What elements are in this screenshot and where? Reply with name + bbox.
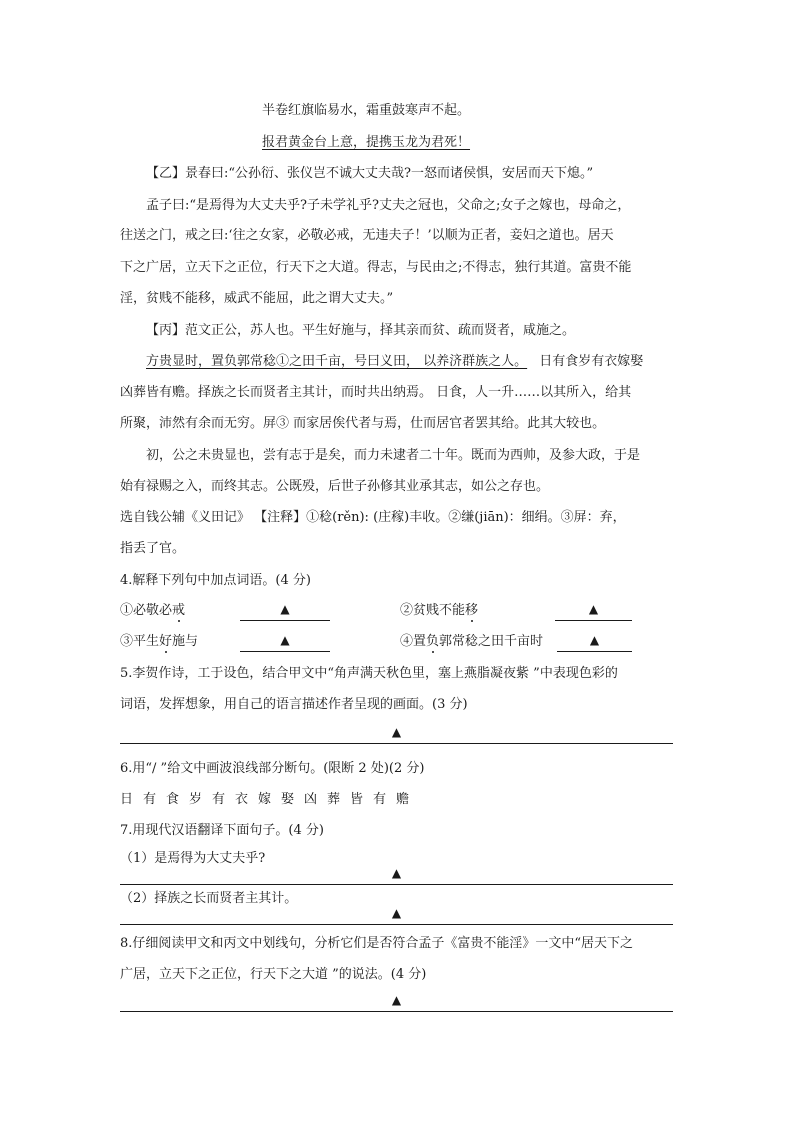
q7-answer-line-1[interactable] <box>120 868 673 885</box>
q4-item-1-dotted-word: 戒 <box>172 603 186 618</box>
poem-line-1: 半卷红旗临易水，霜重鼓寒声不起。 <box>262 103 471 118</box>
q5-answer-marker: ▲ <box>391 725 402 739</box>
q4-blank-3[interactable]: ▲ <box>240 631 330 652</box>
q4-blank-1[interactable]: ▲ <box>240 600 330 621</box>
q6-sentence-to-punctuate[interactable]: 日有食岁有衣嫁娶凶葬皆有赡 <box>120 792 420 807</box>
q5-stem-line-1: 5.李贺作诗，工于设色，结合甲文中“角声满天秋色里，塞上燕脂凝夜紫 ”中表现色彩的 <box>120 666 618 681</box>
bing-paragraph-2-line-3: 所聚，沛然有余而无穷。屏③ 而家居俟代者与焉，仕而居官者罢其给。此其大较也。 <box>120 416 606 431</box>
q7-answer-marker-2: ▲ <box>391 906 402 920</box>
q4-item-4-dotted-word: 负 <box>426 634 440 649</box>
q4-stem: 4.解释下列句中加点词语。(4 分) <box>120 573 311 588</box>
q7-stem: 7.用现代汉语翻译下面句子。(4 分) <box>120 823 324 838</box>
bing-paragraph-2-line-2: 凶葬皆有赡。择族之长而贤者主其计，而时共出纳焉。 日食，人一升……以其所入，给其 <box>120 385 632 400</box>
q4-item-2: ②贫贱不能移 <box>400 603 479 618</box>
q7-answer-marker-1: ▲ <box>391 866 402 880</box>
source-note-line-1: 选自钱公辅《义田记》 【注释】①稔(rěn): (庄稼)丰收。②缣(jiān)：细绢。③屏：弃， <box>120 510 626 525</box>
bing-paragraph-2-line-1 <box>146 352 643 372</box>
q4-item-1: ①必敬必戒 <box>120 603 186 618</box>
yi-paragraph-2-line-3: 下之广居，立天下之正位，行天下之大道。得志，与民由之;不得志，独行其道。富贵不能 <box>120 260 632 275</box>
q5-stem-line-2: 词语，发挥想象，用自己的语言描述作者呈现的画面。(3 分) <box>120 697 468 712</box>
q7-sentence-2: （2）择族之长而贤者主其计。 <box>120 891 298 906</box>
bing-wavy-sentence-start: 日有食岁有衣嫁娶 <box>539 354 644 369</box>
yi-paragraph-2-line-4: 淫，贫贱不能移，威武不能屈，此之谓大丈夫。” <box>120 291 394 306</box>
yi-paragraph-1: 【乙】景春曰:“公孙衍、张仪岂不诚大丈夫哉?一怒而诸侯惧，安居而天下熄。” <box>146 166 594 181</box>
q4-item-2-dotted-word: 移 <box>465 603 479 618</box>
q4-blank-2[interactable]: ▲ <box>555 600 632 621</box>
q8-answer-line[interactable] <box>120 995 673 1012</box>
q8-stem-line-1: 8.仔细阅读甲文和丙文中划线句，分析它们是否符合孟子《富贵不能淫》一文中“居天下之 <box>120 936 634 951</box>
poem-line-2-underlined: 报君黄金台上意，提携玉龙为君死！ <box>262 135 471 150</box>
yi-paragraph-2-line-2: 往送之门，戒之曰:‘往之女家，必敬必戒，无违夫子！’以顺为正者，妾妇之道也。居天 <box>120 228 614 243</box>
yi-paragraph-2-line-1: 孟子曰:“是焉得为大丈夫乎?子未学礼乎?丈夫之冠也，父命之;女子之嫁也，母命之， <box>146 198 631 213</box>
bing-paragraph-3-line-2: 始有禄赐之入，而终其志。公既殁，后世子孙修其业承其志，如公之存也。 <box>120 479 550 494</box>
q8-stem-line-2: 广居，立天下之正位，行天下之大道 ”的说法。(4 分) <box>120 967 427 982</box>
q4-item-4: ④置负郭常稔之田千亩时 <box>400 634 544 649</box>
q5-answer-line[interactable] <box>120 727 673 744</box>
q7-answer-line-2[interactable] <box>120 908 673 925</box>
q4-item-3: ③平生好施与 <box>120 634 199 649</box>
q4-item-3-dotted-word: 好 <box>159 634 173 649</box>
q7-sentence-1: （1）是焉得为大丈夫乎? <box>120 851 266 866</box>
bing-underlined-sentence: 方贵显时，置负郭常稔①之田千亩，号曰义田， 以养济群族之人。 <box>146 354 528 369</box>
bing-paragraph-1: 【丙】范文正公，苏人也。平生好施与，择其亲而贫、疏而贤者，咸施之。 <box>146 323 576 338</box>
q8-answer-marker: ▲ <box>391 993 402 1007</box>
source-note-line-2: 指丢了官。 <box>120 541 186 556</box>
q4-blank-4[interactable]: ▲ <box>557 631 632 652</box>
bing-paragraph-3-line-1: 初，公之未贵显也，尝有志于是矣，而力未逮者二十年。既而为西帅，及参大政，于是 <box>146 448 641 463</box>
q6-stem: 6.用“/ ”给文中画波浪线部分断句。(限断 2 处)(2 分) <box>120 761 425 776</box>
